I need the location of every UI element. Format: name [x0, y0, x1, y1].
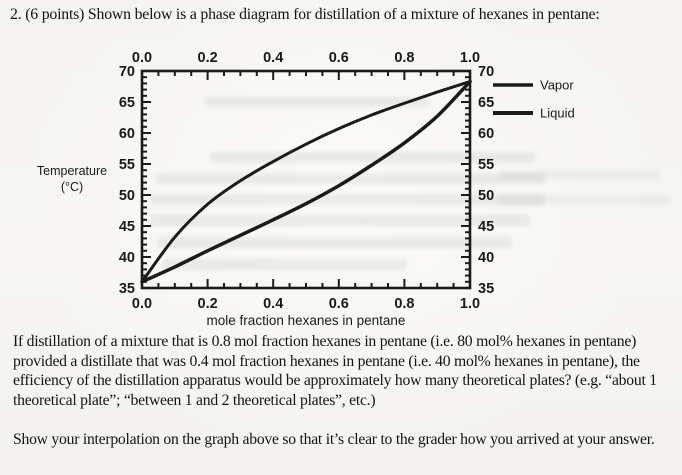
y-right-tick-label: 40	[478, 250, 495, 267]
question-body: If distillation of a mixture that is 0.8 mol fraction hexanes in pentane (i.e. 80 mol% hexanes in pentane) provided a distillate that was 0.4 mol fraction hexanes in pentane (i.e. 40 mol% hexanes in pentane), the efficiency of the distillation apparatus would be approximately how many theoretical plates? (e.g. “about 1 theoretical plate”; “between 1 and 2 theoretical plates”, etc.)	[13, 333, 657, 410]
legend-liquid-label: Liquid	[540, 105, 575, 121]
axis-tick-labels	[119, 50, 494, 312]
x-bottom-tick-label: 0.8	[394, 296, 415, 312]
y-left-tick-label: 60	[118, 126, 135, 143]
x-top-tick-label: 0.8	[394, 50, 415, 66]
x-top-tick-label: 0.0	[131, 50, 153, 66]
x-bottom-tick-label: 0.2	[197, 296, 218, 312]
x-top-tick-label: 0.4	[263, 50, 284, 66]
y-left-tick-label: 65	[118, 95, 135, 112]
x-bottom-tick-label: 0.6	[328, 296, 349, 312]
x-top-tick-label: 1.0	[459, 50, 481, 66]
legend	[493, 78, 575, 121]
x-bottom-tick-label: 0.0	[131, 296, 153, 312]
x-top-tick-label: 0.6	[328, 50, 349, 66]
plot-frame	[142, 71, 470, 288]
x-bottom-tick-label: 0.4	[263, 296, 284, 312]
x-bottom-tick-label: 1.0	[459, 296, 481, 312]
y-right-tick-label: 45	[478, 219, 495, 236]
y-left-tick-label: 35	[118, 281, 135, 298]
y-right-tick-label: 35	[478, 281, 495, 298]
y-left-tick-label: 70	[118, 64, 135, 81]
x-top-tick-label: 0.2	[197, 50, 218, 66]
liquid-curve	[142, 82, 470, 282]
question-title: 2. (6 points) Shown below is a phase diagram for distillation of a mixture of hexanes in pentane:	[10, 6, 600, 23]
y-right-tick-label: 60	[478, 126, 495, 143]
y-right-tick-label: 70	[478, 64, 495, 81]
y-axis-title-line1: Temperature	[36, 164, 108, 178]
phase-diagram-chart	[28, 40, 678, 334]
y-axis-title-line2: (°C)	[60, 180, 84, 194]
y-left-tick-label: 45	[118, 219, 135, 236]
legend-vapor-label: Vapor	[540, 77, 574, 93]
y-axis-title	[37, 164, 107, 194]
y-left-tick-label: 50	[118, 188, 135, 205]
y-left-tick-label: 55	[118, 157, 135, 174]
y-right-tick-label: 65	[478, 95, 495, 112]
question-instruction: Show your interpolation on the graph above so that it’s clear to the grader how you arrived at your answer.	[13, 431, 655, 448]
axis-ticks	[142, 71, 470, 288]
y-left-tick-label: 40	[118, 250, 135, 267]
y-right-tick-label: 50	[478, 188, 495, 205]
phase-diagram	[0, 38, 682, 334]
y-right-tick-label: 55	[478, 157, 495, 174]
x-axis-title: mole fraction hexanes in pentane	[206, 313, 406, 328]
vapor-curve	[142, 82, 470, 282]
